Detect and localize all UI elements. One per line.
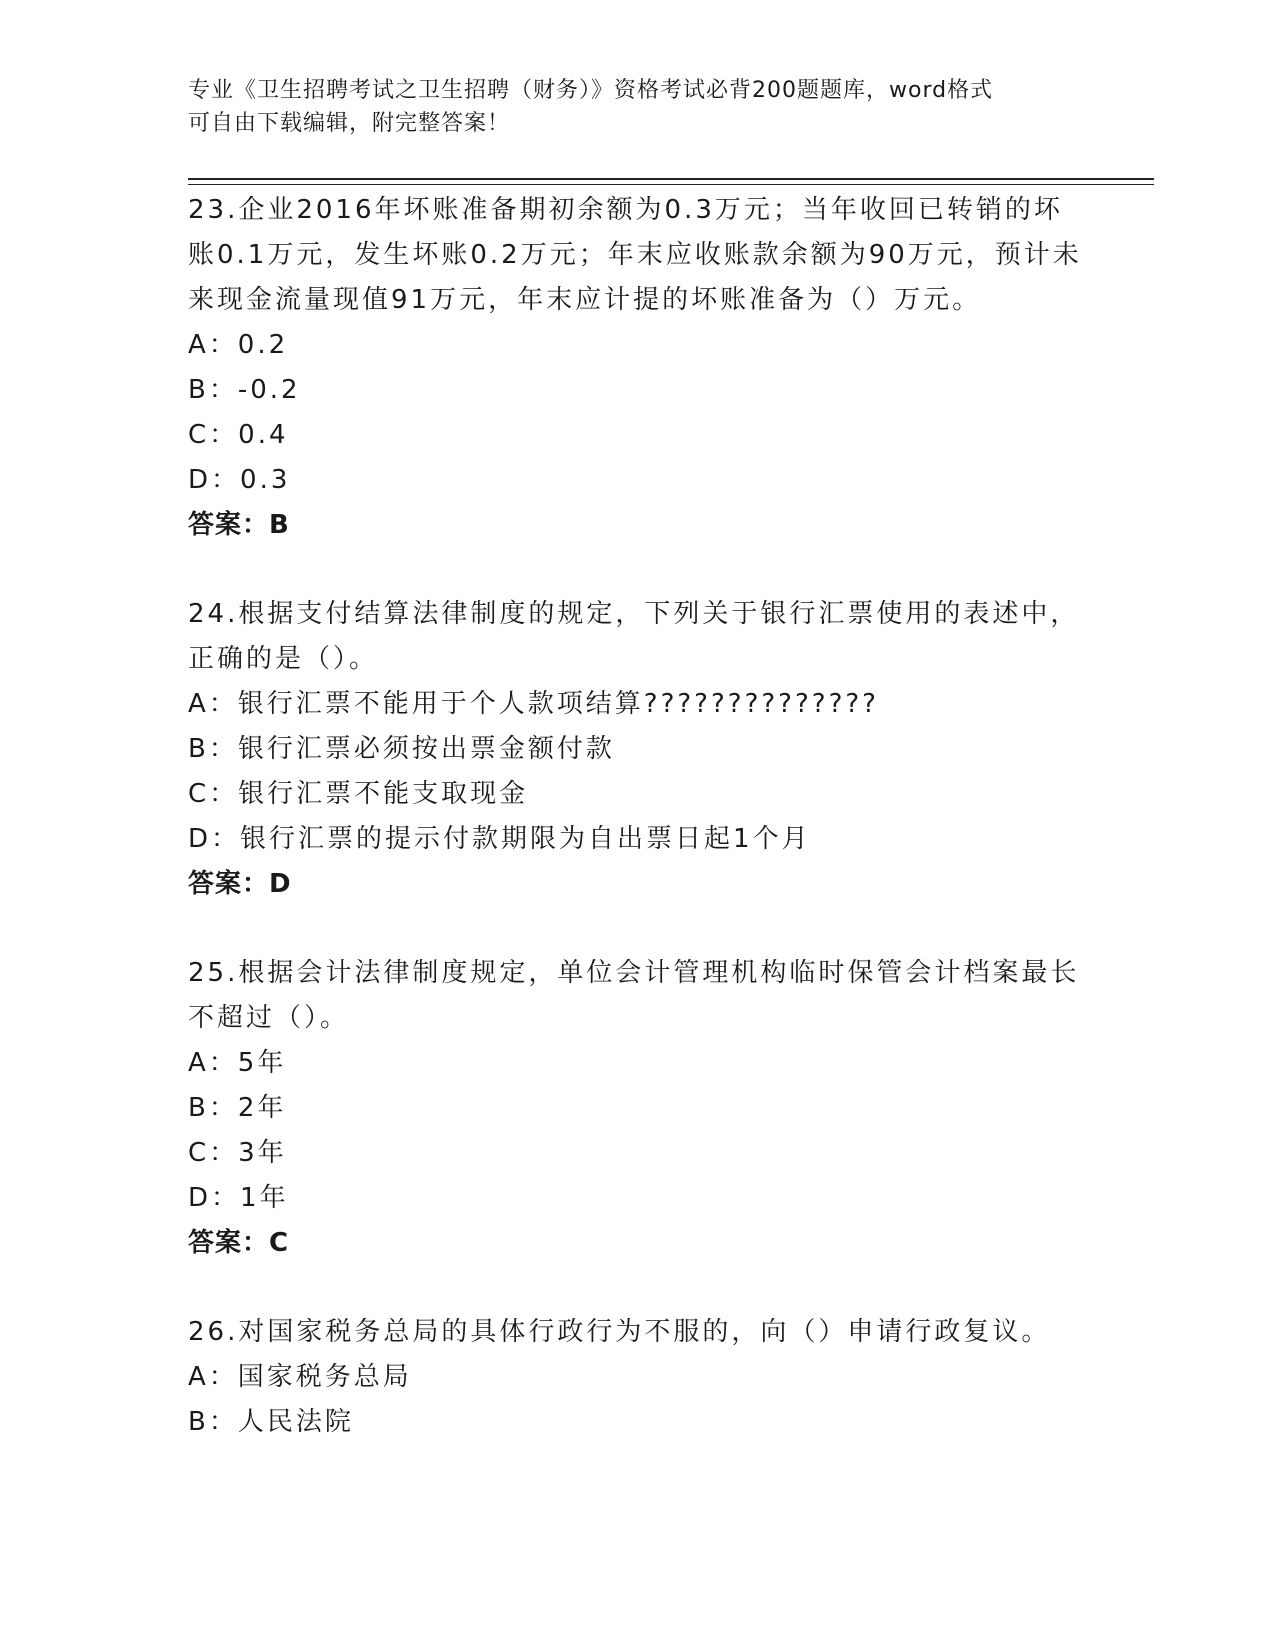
option-d: D：银行汇票的提示付款期限为自出票日起1个月 [188, 824, 811, 854]
option-c: C：银行汇票不能支取现金 [188, 779, 529, 809]
question-26 [188, 1310, 1088, 1445]
question-list [188, 188, 1088, 1489]
option-d: D：0.3 [188, 465, 291, 495]
option-a: A：银行汇票不能用于个人款项结算?????????????? [188, 689, 879, 719]
option-b: B：银行汇票必须按出票金额付款 [188, 734, 615, 764]
question-23 [188, 188, 1088, 548]
header-divider-thin [188, 184, 1154, 185]
header-divider-thick [188, 178, 1154, 180]
option-a: A：0.2 [188, 330, 289, 360]
question-text: 24.根据支付结算法律制度的规定，下列关于银行汇票使用的表述中，正确的是（）。 [188, 599, 1080, 674]
option-b: B：人民法院 [188, 1407, 354, 1437]
option-a: A：5年 [188, 1048, 287, 1078]
answer-text: 答案：D [188, 869, 292, 899]
question-text: 23.企业2016年坏账准备期初余额为0.3万元；当年收回已转销的坏账0.1万元，发生坏账0.2万元；年末应收账款余额为90万元，预计未来现金流量现值91万元，年末应计提的坏账准备为（）万元。 [188, 195, 1082, 315]
header-line-2: 可自由下载编辑，附完整答案！ [188, 111, 511, 136]
option-a: A：国家税务总局 [188, 1362, 412, 1392]
option-c: C：3年 [188, 1138, 287, 1168]
answer-text: 答案：B [188, 510, 290, 540]
answer-text: 答案：C [188, 1228, 290, 1258]
option-b: B：-0.2 [188, 375, 301, 405]
document-header [188, 74, 1068, 140]
option-d: D：1年 [188, 1183, 289, 1213]
question-24 [188, 592, 1088, 907]
header-line-1: 专业《卫生招聘考试之卫生招聘（财务）》资格考试必背200题题库，word格式 [188, 78, 994, 103]
question-text: 26.对国家税务总局的具体行政行为不服的，向（）申请行政复议。 [188, 1317, 1051, 1347]
option-c: C：0.4 [188, 420, 289, 450]
question-25 [188, 951, 1088, 1266]
question-text: 25.根据会计法律制度规定，单位会计管理机构临时保管会计档案最长不超过（）。 [188, 958, 1080, 1033]
option-b: B：2年 [188, 1093, 287, 1123]
